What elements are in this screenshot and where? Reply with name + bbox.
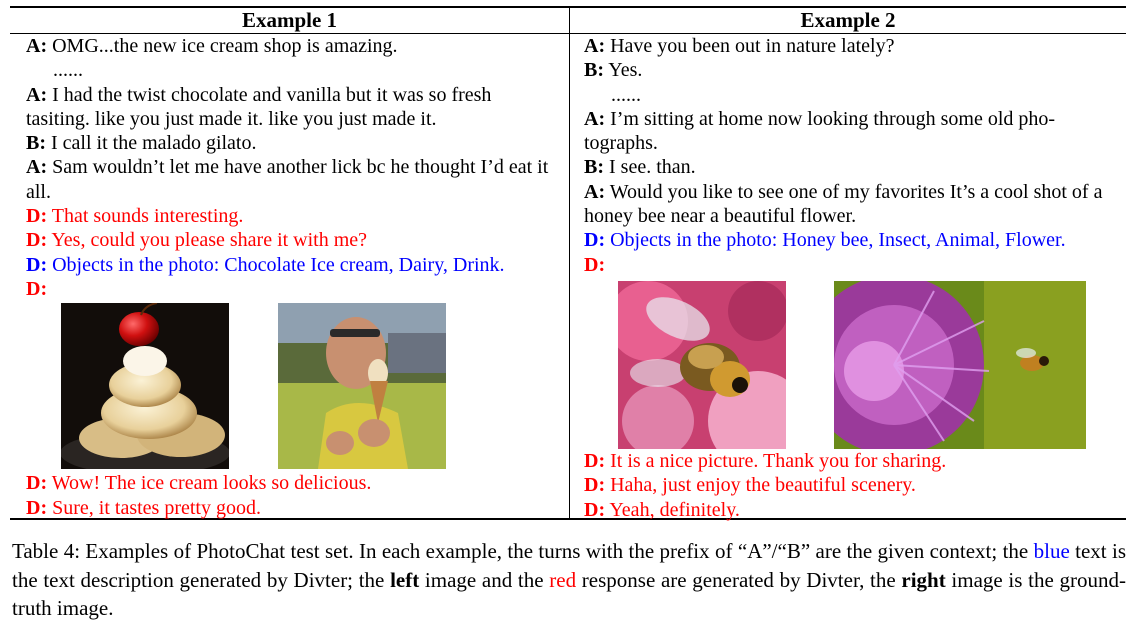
- speaker-label: D:: [26, 205, 48, 228]
- turn-text: It is a nice picture. Thank you for sharing.: [605, 449, 947, 472]
- example-2-header: Example 2: [800, 8, 896, 32]
- dialogue-turn: [26, 228, 558, 252]
- turn-text: Would you like to see one of my favorites It’s a cool shot of a honey bee near a beautiful flower.: [584, 180, 1103, 228]
- speaker-label: D:: [584, 449, 606, 472]
- caption-left-word: left: [390, 567, 420, 592]
- dialogue-turn: [26, 253, 558, 277]
- turn-text: OMG...the new ice cream shop is amazing.: [47, 35, 398, 57]
- caption-right-word: right: [901, 567, 946, 592]
- speaker-label: A:: [584, 180, 606, 203]
- caption-red-word: red: [549, 567, 577, 592]
- speaker-label: D:: [26, 277, 48, 300]
- dialogue-turn: [26, 58, 558, 82]
- speaker-label: D:: [26, 229, 48, 252]
- speaker-label: B:: [584, 59, 604, 82]
- dialogue-turn: [584, 107, 1116, 156]
- turn-text: I call it the malado gilato.: [46, 132, 257, 155]
- dialogue-turn: [26, 34, 558, 58]
- speaker-label: D:: [26, 253, 48, 276]
- dialogue-turn: [584, 498, 1116, 522]
- dialogue-turn: [584, 155, 1116, 179]
- speaker-label: B:: [584, 156, 604, 179]
- caption-part-1: Table 4: Examples of PhotoChat test set. In each example, the turns with the prefix of “A”/“B” are the given context; the: [12, 539, 1034, 563]
- dialogue-turn: [26, 155, 558, 204]
- dialogue-turn: [584, 228, 1116, 252]
- caption-blue-word: blue: [1033, 539, 1070, 563]
- speaker-label: A:: [584, 107, 606, 130]
- dialogue-turn: [26, 471, 558, 495]
- turn-text: Objects in the photo: Chocolate Ice cream, Dairy, Drink.: [47, 253, 505, 276]
- dialogue-turn: [584, 83, 1116, 107]
- dialogue-turn: [584, 34, 1116, 58]
- column-divider: [569, 7, 570, 519]
- turn-text: ......: [53, 59, 83, 82]
- turn-text: Yeah, definitely.: [605, 498, 740, 521]
- speaker-label: B:: [26, 132, 46, 155]
- dialogue-turn: [584, 58, 1116, 82]
- turn-text: Yes.: [604, 59, 643, 82]
- caption-part-5: image is the ground-truth image.: [12, 567, 1126, 620]
- bee-on-pink-flower-image: [618, 281, 786, 449]
- speaker-label: A:: [584, 35, 606, 57]
- example-1-image-row: [26, 301, 558, 471]
- turn-text: Yes, could you please share it with me?: [47, 229, 368, 252]
- table-caption: [12, 537, 1126, 623]
- caption-part-3: image and the: [419, 567, 550, 592]
- caption-part-2: text is the text description generated by Divter; the: [12, 539, 1126, 592]
- dialogue-turn: [584, 180, 1116, 229]
- ice-cream-cherry-image: [61, 303, 229, 469]
- turn-text: I see. than.: [604, 156, 696, 179]
- turn-text: ......: [611, 83, 641, 106]
- dialogue-turn: [584, 253, 1116, 277]
- dialogue-turn: [26, 204, 558, 228]
- speaker-label: A:: [26, 83, 48, 106]
- example-1-column: [26, 34, 558, 520]
- turn-text: Objects in the photo: Honey bee, Insect, Animal, Flower.: [605, 229, 1066, 252]
- speaker-label: A:: [26, 35, 48, 57]
- turn-text: I’m sitting at home now looking through some old pho-tographs.: [584, 107, 1056, 155]
- speaker-label: D:: [584, 229, 606, 252]
- example-1-header: Example 1: [241, 8, 338, 32]
- turn-text: I had the twist chocolate and vanilla but it was so fresh tasiting. like you just made it. like you just made it.: [26, 83, 492, 130]
- dialogue-turn: [26, 83, 558, 132]
- man-with-ice-cream-cone-image: [278, 303, 446, 469]
- bee-near-purple-allium-image: [834, 281, 1086, 449]
- caption-part-4: response are generated by Divter, the: [576, 567, 902, 592]
- speaker-label: D:: [584, 498, 606, 521]
- example-2-column: [584, 34, 1116, 522]
- speaker-label: D:: [26, 496, 48, 519]
- speaker-label: D:: [584, 253, 606, 276]
- turn-text: Have you been out in nature lately?: [605, 35, 895, 57]
- turn-text: That sounds interesting.: [47, 205, 244, 228]
- dialogue-turn: [26, 131, 558, 155]
- turn-text: Sam wouldn’t let me have another lick bc he thought I’d eat it all.: [26, 156, 549, 203]
- turn-text: Sure, it tastes pretty good.: [47, 496, 261, 519]
- turn-text: Haha, just enjoy the beautiful scenery.: [605, 474, 916, 497]
- dialogue-turn: [26, 277, 558, 301]
- speaker-label: D:: [26, 472, 48, 495]
- dialogue-turn: [26, 496, 558, 520]
- example-2-image-row: [584, 277, 1116, 449]
- speaker-label: D:: [584, 474, 606, 497]
- dialogue-turn: [584, 449, 1116, 473]
- speaker-label: A:: [26, 156, 48, 179]
- turn-text: Wow! The ice cream looks so delicious.: [47, 472, 372, 495]
- dialogue-turn: [584, 473, 1116, 497]
